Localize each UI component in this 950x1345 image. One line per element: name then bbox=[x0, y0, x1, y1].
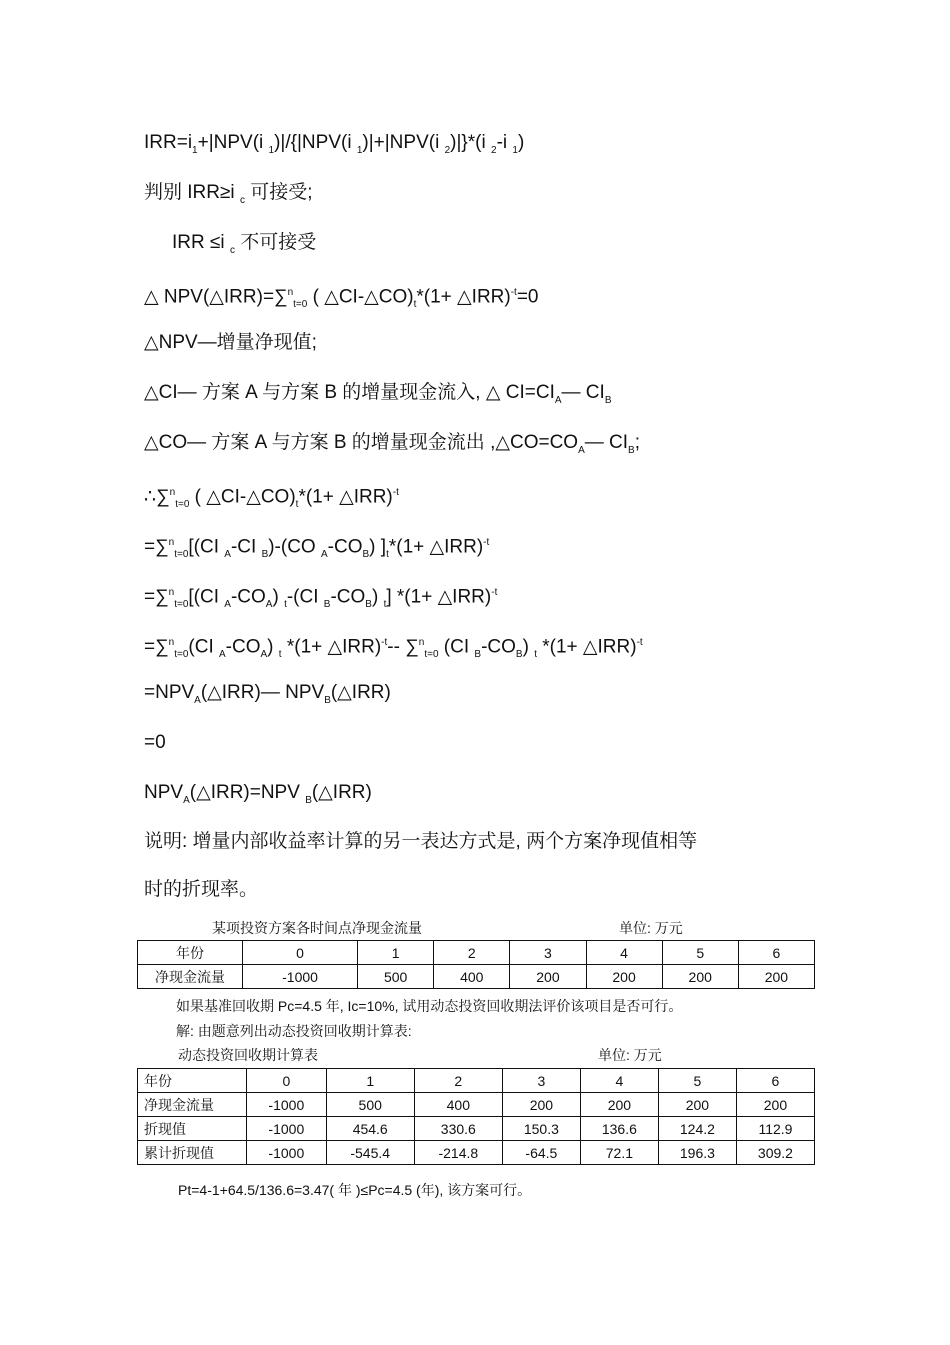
sub: A bbox=[219, 649, 226, 661]
sub: A bbox=[265, 599, 273, 611]
table-cell: 200 bbox=[658, 1093, 736, 1117]
text: -CO bbox=[330, 586, 366, 608]
text: (CI bbox=[188, 636, 219, 658]
text: =0 bbox=[516, 286, 539, 308]
sub: t=0 bbox=[174, 599, 189, 611]
solution-text: 解: 由题意列出动态投资回收期计算表: bbox=[176, 1023, 412, 1039]
text: )|/{|NPV(i bbox=[274, 132, 357, 153]
text: 可接受; bbox=[244, 182, 313, 203]
text: +|NPV(i bbox=[197, 132, 269, 153]
table-cell: 500 bbox=[326, 1093, 414, 1117]
sub: A bbox=[321, 549, 328, 561]
sub: 2 bbox=[491, 144, 497, 156]
text: -- ∑ bbox=[387, 636, 419, 658]
table-row bbox=[138, 965, 815, 989]
sub: t=0 bbox=[174, 549, 189, 561]
sub: t bbox=[534, 649, 537, 661]
table-cell: 3 bbox=[510, 941, 586, 965]
table-cell: 累计折现值 bbox=[138, 1141, 247, 1165]
table1-title: 某项投资方案各时间点净现金流量 bbox=[212, 920, 422, 936]
sub: B bbox=[324, 694, 331, 706]
cash-flow-table bbox=[137, 940, 815, 989]
sub: 2 bbox=[444, 144, 451, 156]
text: =∑ bbox=[144, 636, 169, 658]
sup: n bbox=[287, 287, 294, 298]
text: *(1+ △IRR) bbox=[281, 636, 382, 658]
sub: 1 bbox=[268, 144, 275, 156]
sup: n bbox=[169, 487, 176, 498]
text: (△IRR) bbox=[311, 782, 372, 803]
table-cell: 4 bbox=[580, 1069, 658, 1093]
derivation-step-2 bbox=[144, 531, 489, 567]
table-cell: 6 bbox=[736, 1069, 814, 1093]
text: -i bbox=[496, 132, 513, 153]
sub: A bbox=[554, 394, 562, 406]
table-cell: 72.1 bbox=[580, 1141, 658, 1165]
table-cell: 4 bbox=[586, 941, 662, 965]
table-cell: 330.6 bbox=[414, 1117, 502, 1141]
table-cell: -214.8 bbox=[414, 1141, 502, 1165]
table-cell: 1 bbox=[358, 941, 434, 965]
table-cell: 200 bbox=[586, 965, 662, 989]
sub: t bbox=[284, 599, 287, 611]
text: ) bbox=[517, 132, 525, 153]
table-cell: 6 bbox=[738, 941, 814, 965]
text: ( △CI-△CO) bbox=[307, 286, 414, 308]
text: ) bbox=[272, 586, 285, 608]
table-cell: 2 bbox=[414, 1069, 502, 1093]
text: △CI— 方案 A 与方案 B 的增量现金流入, △ CI=CI bbox=[144, 382, 555, 403]
table-cell: 309.2 bbox=[736, 1141, 814, 1165]
table1-unit: 单位: 万元 bbox=[619, 920, 683, 936]
sup: n bbox=[168, 537, 175, 548]
text: ] *(1+ △IRR) bbox=[386, 586, 492, 608]
table-cell: 200 bbox=[502, 1093, 580, 1117]
text: )|+|NPV(i bbox=[362, 132, 445, 153]
table-cell: 454.6 bbox=[326, 1117, 414, 1141]
sub: A bbox=[260, 649, 268, 661]
table-cell: 0 bbox=[243, 941, 358, 965]
sub: A bbox=[224, 599, 231, 611]
text: (CI bbox=[438, 636, 475, 658]
sub: t bbox=[413, 299, 417, 311]
table-cell: 400 bbox=[414, 1093, 502, 1117]
text: ) bbox=[371, 586, 384, 608]
table-cell: -1000 bbox=[243, 965, 358, 989]
table-cell: 5 bbox=[662, 941, 738, 965]
text: NPV bbox=[144, 782, 184, 803]
text: 不可接受 bbox=[234, 232, 317, 253]
formula-delta-npv bbox=[144, 281, 539, 317]
table-cell: 年份 bbox=[138, 941, 243, 965]
table-row bbox=[138, 1141, 815, 1165]
sub: B bbox=[515, 649, 523, 661]
text: ; bbox=[634, 432, 640, 453]
text: — CI bbox=[584, 432, 629, 453]
table-cell: 200 bbox=[662, 965, 738, 989]
sub: t=0 bbox=[293, 299, 308, 311]
sub: t=0 bbox=[175, 499, 190, 511]
definition-delta-co bbox=[144, 431, 640, 463]
sub: B bbox=[323, 599, 331, 611]
derivation-step-5 bbox=[144, 681, 391, 713]
table-cell: 124.2 bbox=[658, 1117, 736, 1141]
table-header-row bbox=[138, 941, 815, 965]
table-cell: 净现金流量 bbox=[138, 965, 243, 989]
table-header-row bbox=[138, 1069, 815, 1093]
table-cell: 3 bbox=[502, 1069, 580, 1093]
table-cell: 112.9 bbox=[736, 1117, 814, 1141]
text: -CO bbox=[230, 586, 266, 608]
table-cell: 400 bbox=[434, 965, 510, 989]
derivation-step-3 bbox=[144, 581, 497, 617]
table-cell: 200 bbox=[510, 965, 586, 989]
table-cell: 500 bbox=[358, 965, 434, 989]
table-cell: 1 bbox=[326, 1069, 414, 1093]
sub: c bbox=[239, 194, 245, 206]
text: △ NPV(△IRR)=∑ bbox=[144, 286, 288, 308]
derivation-result bbox=[144, 781, 372, 813]
sub: B bbox=[261, 549, 269, 561]
sub: A bbox=[578, 444, 585, 456]
sub: B bbox=[365, 599, 372, 611]
text: =∑ bbox=[144, 536, 169, 558]
sub: t=0 bbox=[424, 649, 439, 661]
sup: n bbox=[168, 587, 175, 598]
table-row bbox=[138, 1117, 815, 1141]
text: 判别 IRR≥i bbox=[144, 182, 240, 203]
table-cell: 年份 bbox=[138, 1069, 247, 1093]
text: (△IRR)=NPV bbox=[189, 782, 306, 803]
definition-delta-ci bbox=[144, 381, 611, 413]
definition-delta-npv: △NPV—增量净现值; bbox=[144, 332, 317, 353]
text: -CO bbox=[327, 536, 363, 558]
table-cell: 196.3 bbox=[658, 1141, 736, 1165]
text: *(1+ △IRR) bbox=[298, 486, 393, 508]
table-cell: 2 bbox=[434, 941, 510, 965]
table-cell: -64.5 bbox=[502, 1141, 580, 1165]
text: *(1+ △IRR) bbox=[388, 536, 484, 558]
sub: t bbox=[278, 649, 282, 661]
table-cell: 200 bbox=[738, 965, 814, 989]
text: *(1+ △IRR) bbox=[536, 636, 637, 658]
table2-title: 动态投资回收期计算表 bbox=[178, 1047, 318, 1063]
derivation-step-6: =0 bbox=[144, 732, 166, 753]
sup: -t bbox=[510, 287, 517, 298]
explanation-line-2: 时的折现率。 bbox=[144, 879, 259, 900]
table-cell: 136.6 bbox=[580, 1117, 658, 1141]
sub: B bbox=[604, 394, 612, 406]
sub: A bbox=[224, 549, 231, 561]
text: =NPV bbox=[144, 682, 195, 703]
sub: 1 bbox=[192, 144, 198, 156]
text: -CO bbox=[225, 636, 261, 658]
text: [(CI bbox=[188, 536, 225, 558]
text: -(CI bbox=[286, 586, 324, 608]
text: )|}*(i bbox=[450, 132, 491, 153]
conclusion-text: Pt=4-1+64.5/136.6=3.47( 年 )≤Pc=4.5 (年), 该方案可行。 bbox=[178, 1182, 532, 1198]
table-cell: 200 bbox=[580, 1093, 658, 1117]
derivation-step-4 bbox=[144, 631, 643, 667]
sub: t=0 bbox=[174, 649, 189, 661]
sup: -t bbox=[381, 637, 388, 648]
sup: n bbox=[168, 637, 175, 648]
table-cell: 净现金流量 bbox=[138, 1093, 247, 1117]
text: ( △CI-△CO) bbox=[189, 486, 296, 508]
table-cell: 0 bbox=[247, 1069, 327, 1093]
text: )-(CO bbox=[268, 536, 321, 558]
text: (△IRR) bbox=[330, 682, 391, 703]
table-cell: -545.4 bbox=[326, 1141, 414, 1165]
formula-irr-interpolation bbox=[144, 131, 524, 163]
text: △CO— 方案 A 与方案 B 的增量现金流出 ,△CO=CO bbox=[144, 432, 579, 453]
sub: A bbox=[194, 694, 201, 706]
text: ) ] bbox=[369, 536, 387, 558]
criterion-accept bbox=[144, 181, 313, 213]
text: ) bbox=[267, 636, 279, 658]
table2-unit: 单位: 万元 bbox=[598, 1047, 662, 1063]
sup: -t bbox=[491, 587, 498, 598]
dynamic-payback-table bbox=[137, 1068, 815, 1165]
table-row bbox=[138, 1093, 815, 1117]
sub: 1 bbox=[356, 144, 363, 156]
sub: A bbox=[183, 794, 190, 806]
derivation-step-1 bbox=[144, 481, 399, 517]
sub: t bbox=[295, 499, 299, 511]
text: -CI bbox=[230, 536, 262, 558]
sup: -t bbox=[483, 537, 490, 548]
table-cell: 200 bbox=[736, 1093, 814, 1117]
sub: B bbox=[362, 549, 370, 561]
explanation-line-1: 说明: 增量内部收益率计算的另一表达方式是, 两个方案净现值相等 bbox=[144, 831, 698, 852]
text: ∴∑ bbox=[144, 486, 170, 508]
text: *(1+ △IRR) bbox=[416, 286, 511, 308]
table-cell: 5 bbox=[658, 1069, 736, 1093]
sup: n bbox=[418, 637, 425, 648]
text: — CI bbox=[561, 382, 605, 403]
table-cell: 150.3 bbox=[502, 1117, 580, 1141]
text: [(CI bbox=[188, 586, 225, 608]
sub: B bbox=[474, 649, 482, 661]
text: -CO bbox=[481, 636, 516, 658]
sub: 1 bbox=[512, 144, 518, 156]
sub: B bbox=[305, 794, 312, 806]
table-cell: -1000 bbox=[247, 1093, 327, 1117]
text: (△IRR)— NPV bbox=[200, 682, 325, 703]
text: =∑ bbox=[144, 586, 169, 608]
table-cell: -1000 bbox=[247, 1117, 327, 1141]
table-cell: 折现值 bbox=[138, 1117, 247, 1141]
problem-text: 如果基准回收期 Pc=4.5 年, Ic=10%, 试用动态投资回收期法评价该项目是否可行。 bbox=[176, 998, 683, 1014]
text: IRR=i bbox=[144, 132, 193, 153]
sup: -t bbox=[636, 637, 643, 648]
text: IRR ≤i bbox=[172, 232, 230, 253]
criterion-reject bbox=[172, 231, 316, 263]
sub: t bbox=[386, 549, 389, 561]
sup: -t bbox=[392, 487, 399, 498]
sub: B bbox=[628, 444, 635, 456]
sub: t bbox=[383, 599, 387, 611]
table-cell: -1000 bbox=[247, 1141, 327, 1165]
sub: c bbox=[229, 244, 235, 256]
text: ) bbox=[522, 636, 535, 658]
